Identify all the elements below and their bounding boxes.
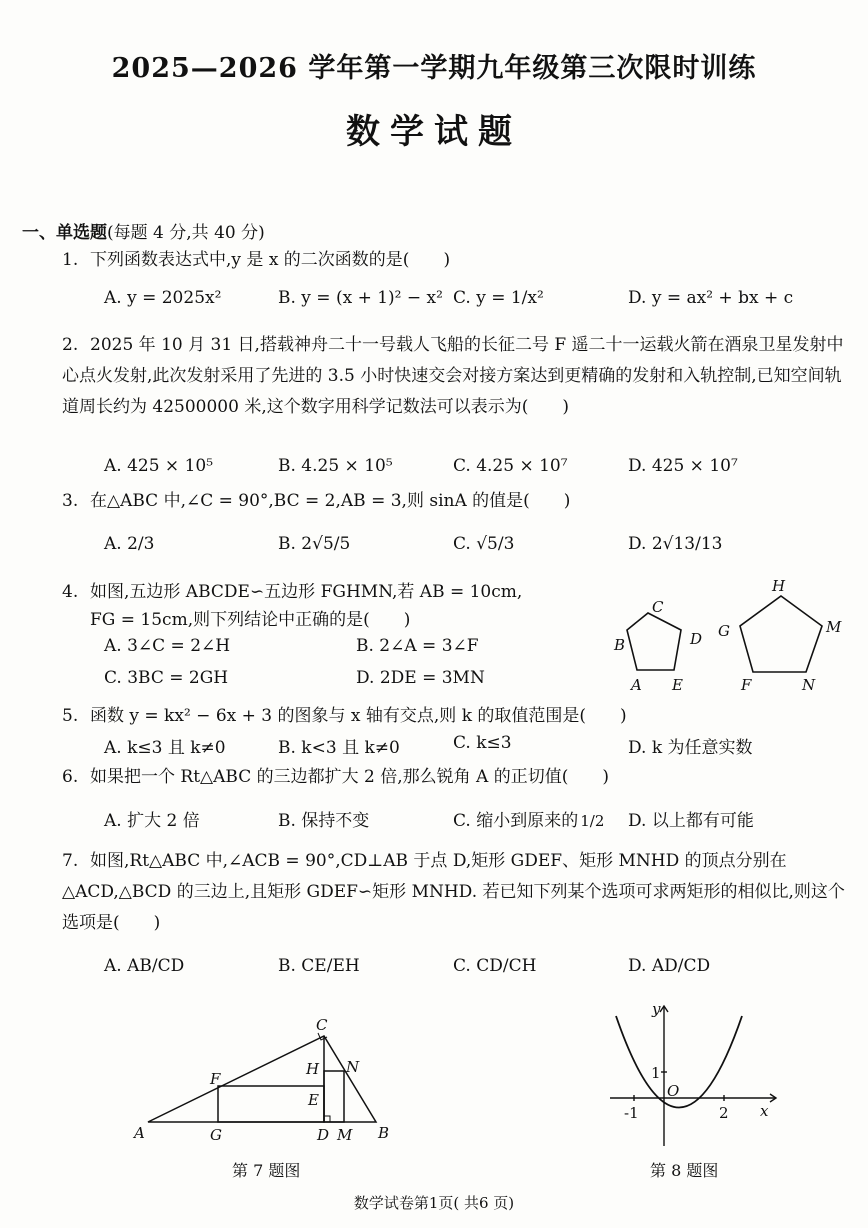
question-2 xyxy=(62,330,852,423)
option-c: C. CD/CH xyxy=(453,956,537,976)
large-pentagon xyxy=(740,596,822,672)
pentagon-figure xyxy=(600,574,856,698)
option-b: B. 4.25 × 10⁵ xyxy=(278,456,393,476)
option-c-text: C. 缩小到原来的 xyxy=(453,811,579,831)
label-n: N xyxy=(346,1058,360,1076)
option-d: D. y = ax² + bx + c xyxy=(628,288,794,308)
triangle-abc xyxy=(148,1036,376,1122)
label-origin: O xyxy=(667,1082,680,1100)
option-b: B. 保持不变 xyxy=(278,811,370,831)
option-c: C. y = 1/x² xyxy=(453,288,544,308)
option-c: C. √5/3 xyxy=(453,534,515,554)
option-d: D. 2DE = 3MN xyxy=(356,668,485,688)
question-stem: 如图,Rt△ABC 中,∠ACB = 90°,CD⊥AB 于点 D,矩形 GDEF、矩形 MNHD 的顶点分别在△ACD,△BCD 的三边上,且矩形 GDEF∽矩形 MNHD. 若已知下列某个选项可求两矩形的相似比,则这个选项是( ) xyxy=(62,851,845,933)
option-a: A. 3∠C = 2∠H xyxy=(104,636,231,656)
label-small-c: C xyxy=(652,598,664,616)
label-b: B xyxy=(378,1124,390,1142)
question-number: 7. xyxy=(62,851,79,871)
question-number: 6. xyxy=(62,767,79,787)
option-b: B. 2∠A = 3∠F xyxy=(356,636,479,656)
question-6-options xyxy=(0,796,868,836)
figure-7-triangle xyxy=(130,1010,400,1150)
option-a: A. 425 × 10⁵ xyxy=(104,456,214,476)
question-7 xyxy=(62,846,852,939)
option-b: B. y = (x + 1)² − x² xyxy=(278,288,443,308)
option-a: A. 扩大 2 倍 xyxy=(104,811,200,831)
section-name: 一、单选题 xyxy=(22,223,107,243)
label-large-g: G xyxy=(718,622,730,640)
question-number: 4. xyxy=(62,582,79,602)
right-angle-mark-d xyxy=(324,1116,330,1122)
option-d: D. 2√13/13 xyxy=(628,534,723,554)
question-number: 2. xyxy=(62,335,79,355)
page-footer: 数学试卷第1页( 共6 页) xyxy=(353,1194,515,1212)
option-c xyxy=(453,806,604,831)
label-x: x xyxy=(760,1102,769,1120)
label-g: G xyxy=(210,1126,222,1144)
label-two: 2 xyxy=(719,1104,729,1122)
label-small-d: D xyxy=(690,630,703,648)
figure-8-parabola xyxy=(600,996,790,1152)
label-small-a: A xyxy=(631,676,642,694)
label-a: A xyxy=(134,1124,145,1142)
option-a: A. AB/CD xyxy=(104,956,185,976)
question-3 xyxy=(62,484,852,518)
option-c: C. 3BC = 2GH xyxy=(104,668,229,688)
label-c: C xyxy=(316,1016,328,1034)
label-h: H xyxy=(306,1060,320,1078)
question-number: 5. xyxy=(62,706,79,726)
question-stem-line2: FG = 15cm,则下列结论中正确的是( ) xyxy=(90,610,411,630)
question-stem: 如果把一个 Rt△ABC 的三边都扩大 2 倍,那么锐角 A 的正切值( ) xyxy=(90,767,609,787)
question-stem: 在△ABC 中,∠C = 90°,BC = 2,AB = 3,则 sinA 的值是( ) xyxy=(90,491,571,511)
label-y: y xyxy=(652,1000,661,1018)
option-b: B. CE/EH xyxy=(278,956,360,976)
label-large-m: M xyxy=(826,618,842,636)
exam-title: 2025—2026 学年第一学期九年级第三次限时训练 xyxy=(111,53,757,84)
figure-7-caption: 第 7 题图 xyxy=(232,1161,301,1180)
question-3-options xyxy=(0,524,868,564)
label-f: F xyxy=(210,1070,221,1088)
option-a: A. k≤3 且 k≠0 xyxy=(104,738,226,758)
question-stem: 2025 年 10 月 31 日,搭载神舟二十一号载人飞船的长征二号 F 遥二十一运载火箭在酒泉卫星发射中心点火发射,此次发射采用了先进的 3.5 小时快速交会对接方案达到更精确的发射和入轨控制,已知空间轨道周长约为 42500000 米,这个数字用科学记数法可以表示为( ) xyxy=(62,335,844,417)
option-b: B. 2√5/5 xyxy=(278,534,351,554)
question-stem-line1: 如图,五边形 ABCDE∽五边形 FGHMN,若 AB = 10cm, xyxy=(90,582,523,602)
question-1 xyxy=(62,243,852,277)
option-c: C. k≤3 xyxy=(453,733,512,753)
subject-title: 数学试题 xyxy=(346,112,522,152)
option-a: A. y = 2025x² xyxy=(104,288,222,308)
question-stem: 函数 y = kx² − 6x + 3 的图象与 x 轴有交点,则 k 的取值范围是( ) xyxy=(90,706,627,726)
rectangle-mnhd xyxy=(324,1071,344,1122)
option-d: D. AD/CD xyxy=(628,956,711,976)
question-1-options xyxy=(0,282,868,322)
label-large-f: F xyxy=(741,676,752,694)
question-stem: 下列函数表达式中,y 是 x 的二次函数的是( ) xyxy=(90,250,451,270)
question-number: 1. xyxy=(62,250,79,270)
small-pentagon xyxy=(627,613,681,670)
label-small-b: B xyxy=(614,636,626,654)
section-note: (每题 4 分,共 40 分) xyxy=(107,223,265,243)
label-d: D xyxy=(317,1126,330,1144)
question-6 xyxy=(62,760,852,794)
label-large-h: H xyxy=(772,577,786,595)
option-b: B. k<3 且 k≠0 xyxy=(278,738,400,758)
label-small-e: E xyxy=(672,676,683,694)
option-a: A. 2/3 xyxy=(104,534,155,554)
option-c: C. 4.25 × 10⁷ xyxy=(453,456,568,476)
option-d: D. 以上都有可能 xyxy=(628,811,754,831)
figure-8-caption: 第 8 题图 xyxy=(650,1161,719,1180)
label-one: 1 xyxy=(651,1064,661,1082)
question-number: 3. xyxy=(62,491,79,511)
label-m: M xyxy=(337,1126,353,1144)
label-e: E xyxy=(308,1091,319,1109)
label-large-n: N xyxy=(802,676,816,694)
label-minus-one: -1 xyxy=(624,1104,639,1122)
section-heading xyxy=(22,218,265,243)
question-7-options xyxy=(0,946,868,986)
option-c-fraction: 1/2 xyxy=(580,812,605,830)
option-d: D. k 为任意实数 xyxy=(628,738,753,758)
option-d: D. 425 × 10⁷ xyxy=(628,456,738,476)
